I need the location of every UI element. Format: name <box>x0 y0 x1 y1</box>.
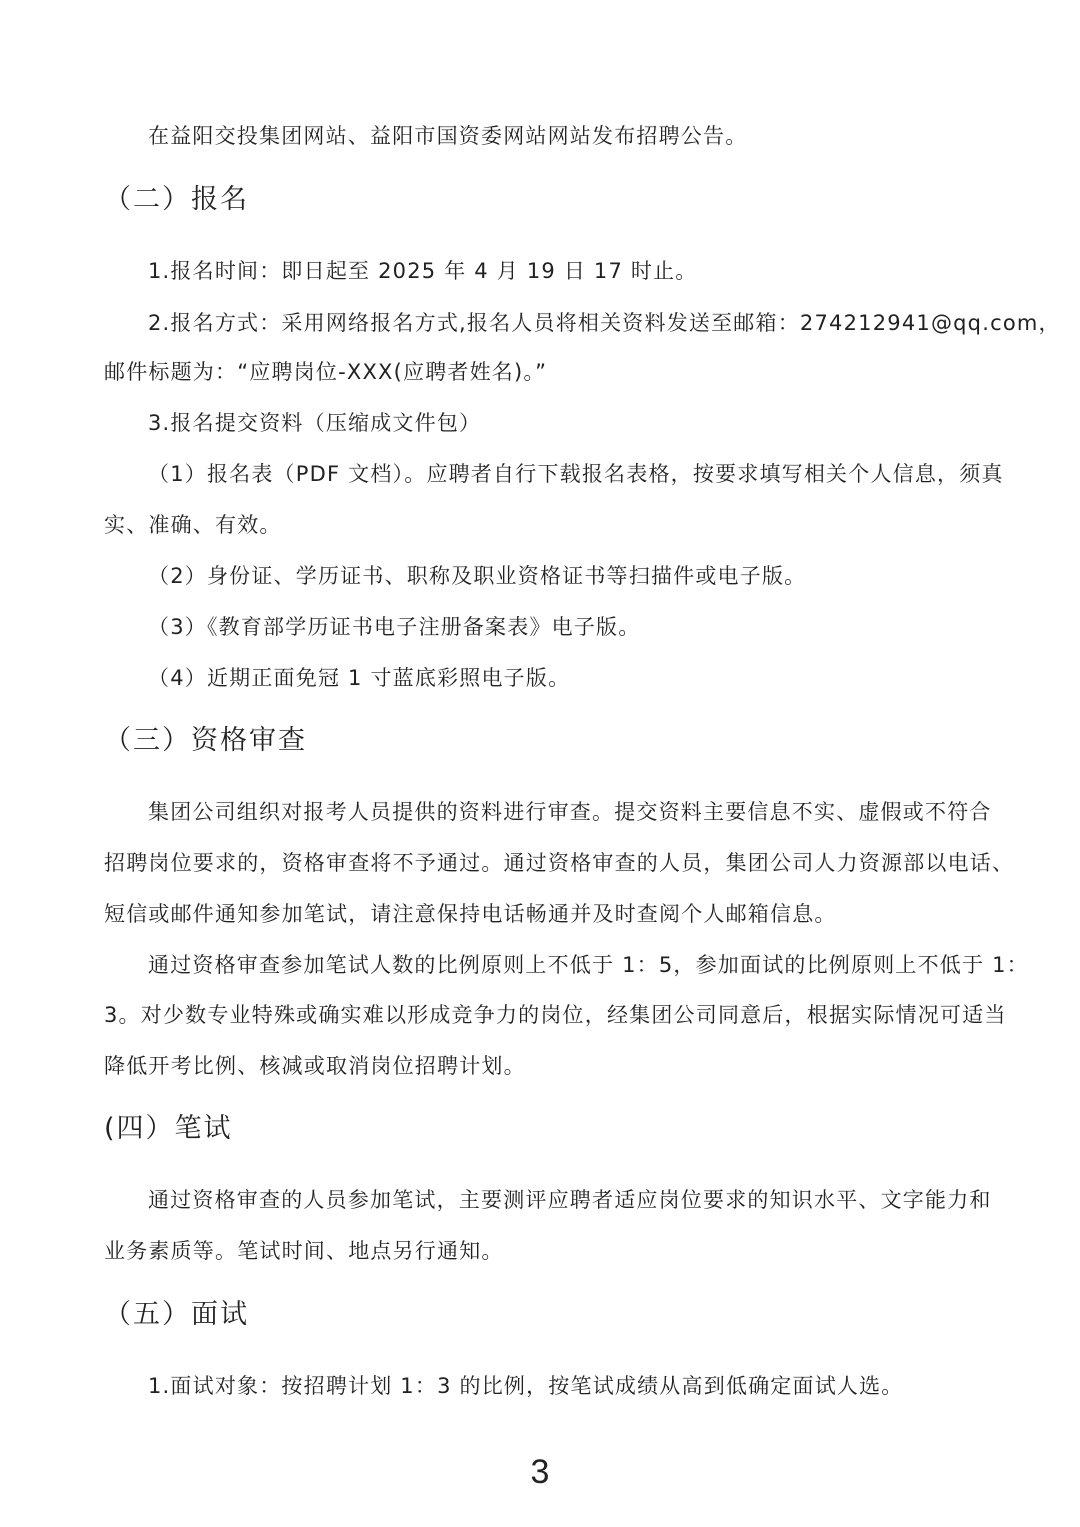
registration-materials-title: 3.报名提交资料（压缩成文件包） <box>148 411 482 435</box>
written-exam-line1: 通过资格审查的人员参加笔试，主要测评应聘者适应岗位要求的知识水平、文字能力和 <box>148 1188 992 1212</box>
materials-item-1-line1: （1）报名表（PDF 文档）。应聘者自行下载报名表格，按要求填写相关个人信息，须真 <box>148 462 1004 486</box>
materials-item-2: （2）身份证、学历证书、职称及职业资格证书等扫描件或电子版。 <box>148 564 807 588</box>
qualification-p1-line3: 短信或邮件通知参加笔试，请注意保持电话畅通并及时查阅个人邮箱信息。 <box>104 902 837 926</box>
section-heading-qualification: （三）资格审查 <box>104 725 307 756</box>
qualification-p1-line1: 集团公司组织对报考人员提供的资料进行审查。提交资料主要信息不实、虚假或不符合 <box>148 800 992 824</box>
section-heading-registration: （二）报名 <box>104 184 249 215</box>
qualification-p2-line2: 3。对少数专业特殊或确实难以形成竞争力的岗位，经集团公司同意后，根据实际情况可适当 <box>104 1003 1007 1027</box>
registration-time: 1.报名时间：即日起至 2025 年 4 月 19 日 17 时止。 <box>148 259 698 283</box>
qualification-p1-line2: 招聘岗位要求的，资格审查将不予通过。通过资格审查的人员，集团公司人力资源部以电话、 <box>104 851 1015 875</box>
written-exam-line2: 业务素质等。笔试时间、地点另行通知。 <box>104 1239 504 1263</box>
materials-item-4: （4）近期正面免冠 1 寸蓝底彩照电子版。 <box>148 666 571 690</box>
section-heading-interview: （五）面试 <box>104 1299 249 1330</box>
section-heading-written-exam: (四）笔试 <box>104 1113 233 1144</box>
materials-item-3: （3）《教育部学历证书电子注册备案表》电子版。 <box>148 615 641 639</box>
registration-method-line2: 邮件标题为：“应聘岗位-XXX(应聘者姓名)。” <box>104 360 548 384</box>
qualification-p2-line1: 通过资格审查参加笔试人数的比例原则上不低于 1：5，参加面试的比例原则上不低于 1： <box>148 953 1029 977</box>
materials-item-1-line2: 实、准确、有效。 <box>104 513 282 537</box>
intro-paragraph: 在益阳交投集团网站、益阳市国资委网站网站发布招聘公告。 <box>148 124 748 148</box>
registration-method-line1: 2.报名方式：采用网络报名方式,报名人员将相关资料发送至邮箱：274212941@qq.com， <box>148 311 1061 335</box>
page-number: 3 <box>530 1453 550 1491</box>
interview-target: 1.面试对象：按招聘计划 1：3 的比例，按笔试成绩从高到低确定面试人选。 <box>148 1374 904 1398</box>
qualification-p2-line3: 降低开考比例、核减或取消岗位招聘计划。 <box>104 1054 526 1078</box>
